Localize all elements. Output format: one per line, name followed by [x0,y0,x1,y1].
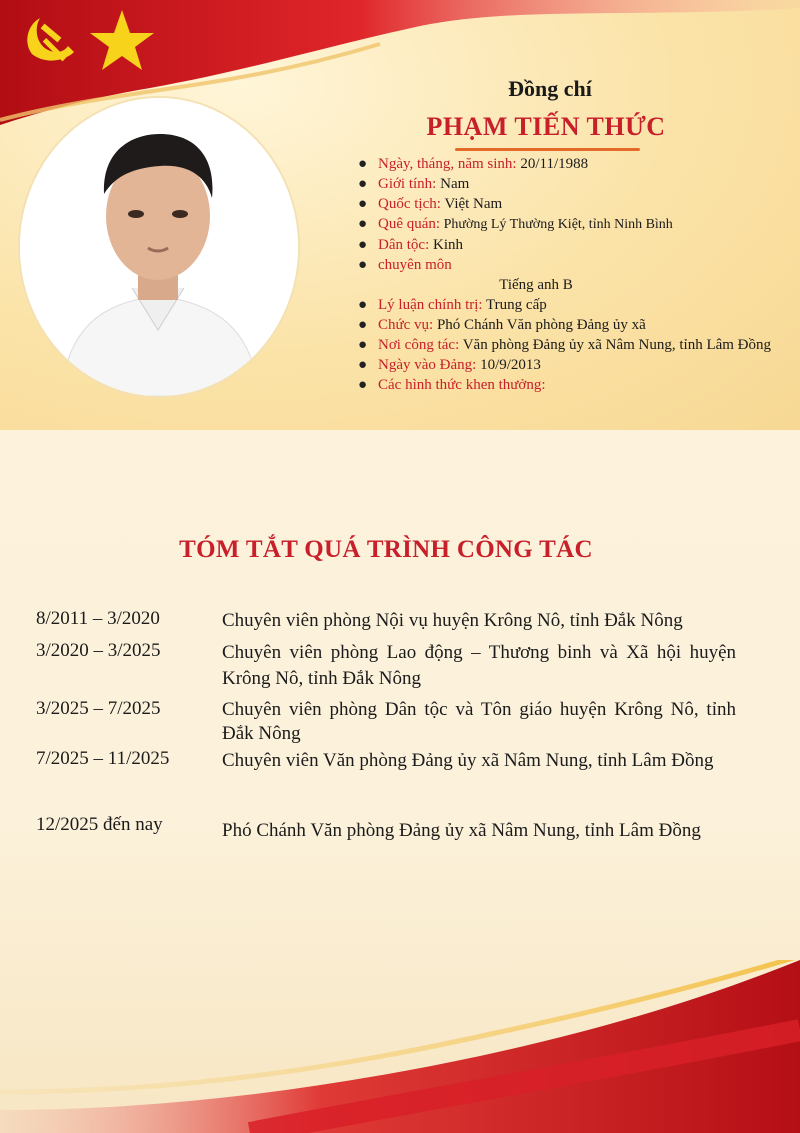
work-description: Chuyên viên Văn phòng Đảng ủy xã Nâm Nung, tỉnh Lâm Đồng [222,750,714,771]
flag-banner-bottom [0,960,800,1133]
info-item-specialty: ● chuyên môn [358,257,452,273]
info-item-party-join-date: ● Ngày vào Đảng: 10/9/2013 [358,357,541,373]
work-period: 8/2011 – 3/2020 [36,608,160,629]
bullet-icon: ● [358,317,368,333]
work-description: Chuyên viên phòng Nội vụ huyện Krông Nô, tỉnh Đắk Nông [222,610,683,631]
bullet-icon: ● [358,156,368,172]
salutation: Đồng chí [508,76,592,101]
info-item-position: ● Chức vụ: Phó Chánh Văn phòng Đảng ủy xã [358,317,646,333]
portrait-photo [20,98,298,396]
bullet-icon: ● [358,357,368,373]
bullet-icon: ● [358,176,368,192]
profile-info-list [356,154,776,395]
info-item-hometown: ● Quê quán: Phường Lý Thường Kiệt, tỉnh Ninh Bình [358,216,673,232]
info-item-ethnicity: ● Dân tộc: Kinh [358,237,463,253]
bullet-icon: ● [358,216,368,232]
work-history-title: TÓM TẮT QUÁ TRÌNH CÔNG TÁC [179,536,593,563]
work-description: Chuyên viên phòng Lao động – Thương binh và Xã hội huyện Krông Nô, tỉnh Đắk Nông [222,642,736,689]
bullet-icon: ● [358,337,368,353]
person-avatar-icon [20,98,298,396]
work-period: 7/2025 – 11/2025 [36,748,170,769]
work-description: Chuyên viên phòng Dân tộc và Tôn giáo huyện Krông Nô, tỉnh Đắk Nông [222,699,736,744]
work-period: 3/2020 – 3/2025 [36,640,161,661]
bullet-icon: ● [358,196,368,212]
info-item-gender: ● Giới tính: Nam [358,176,470,192]
person-name: PHẠM TIẾN THỨC [426,112,666,141]
name-underline [455,148,640,151]
info-language-note: Tiếng anh B [499,277,573,293]
info-item-nationality: ● Quốc tịch: Việt Nam [358,196,503,212]
bullet-icon: ● [358,237,368,253]
bullet-icon: ● [358,377,368,393]
bullet-icon: ● [358,297,368,313]
info-item-workplace: ● Nơi công tác: Văn phòng Đảng ủy xã Nâm Nung, tỉnh Lâm Đồng [358,337,772,353]
info-item-birthdate: ● Ngày, tháng, năm sinh: 20/11/1988 [358,156,589,172]
work-period: 3/2025 – 7/2025 [36,698,161,719]
work-period: 12/2025 đến nay [36,814,163,835]
info-item-political-theory: ● Lý luận chính trị: Trung cấp [358,297,547,313]
work-description: Phó Chánh Văn phòng Đảng ủy xã Nâm Nung, tỉnh Lâm Đồng [222,820,701,841]
info-item-awards: ● Các hình thức khen thưởng: [358,377,546,393]
bullet-icon: ● [358,257,368,273]
